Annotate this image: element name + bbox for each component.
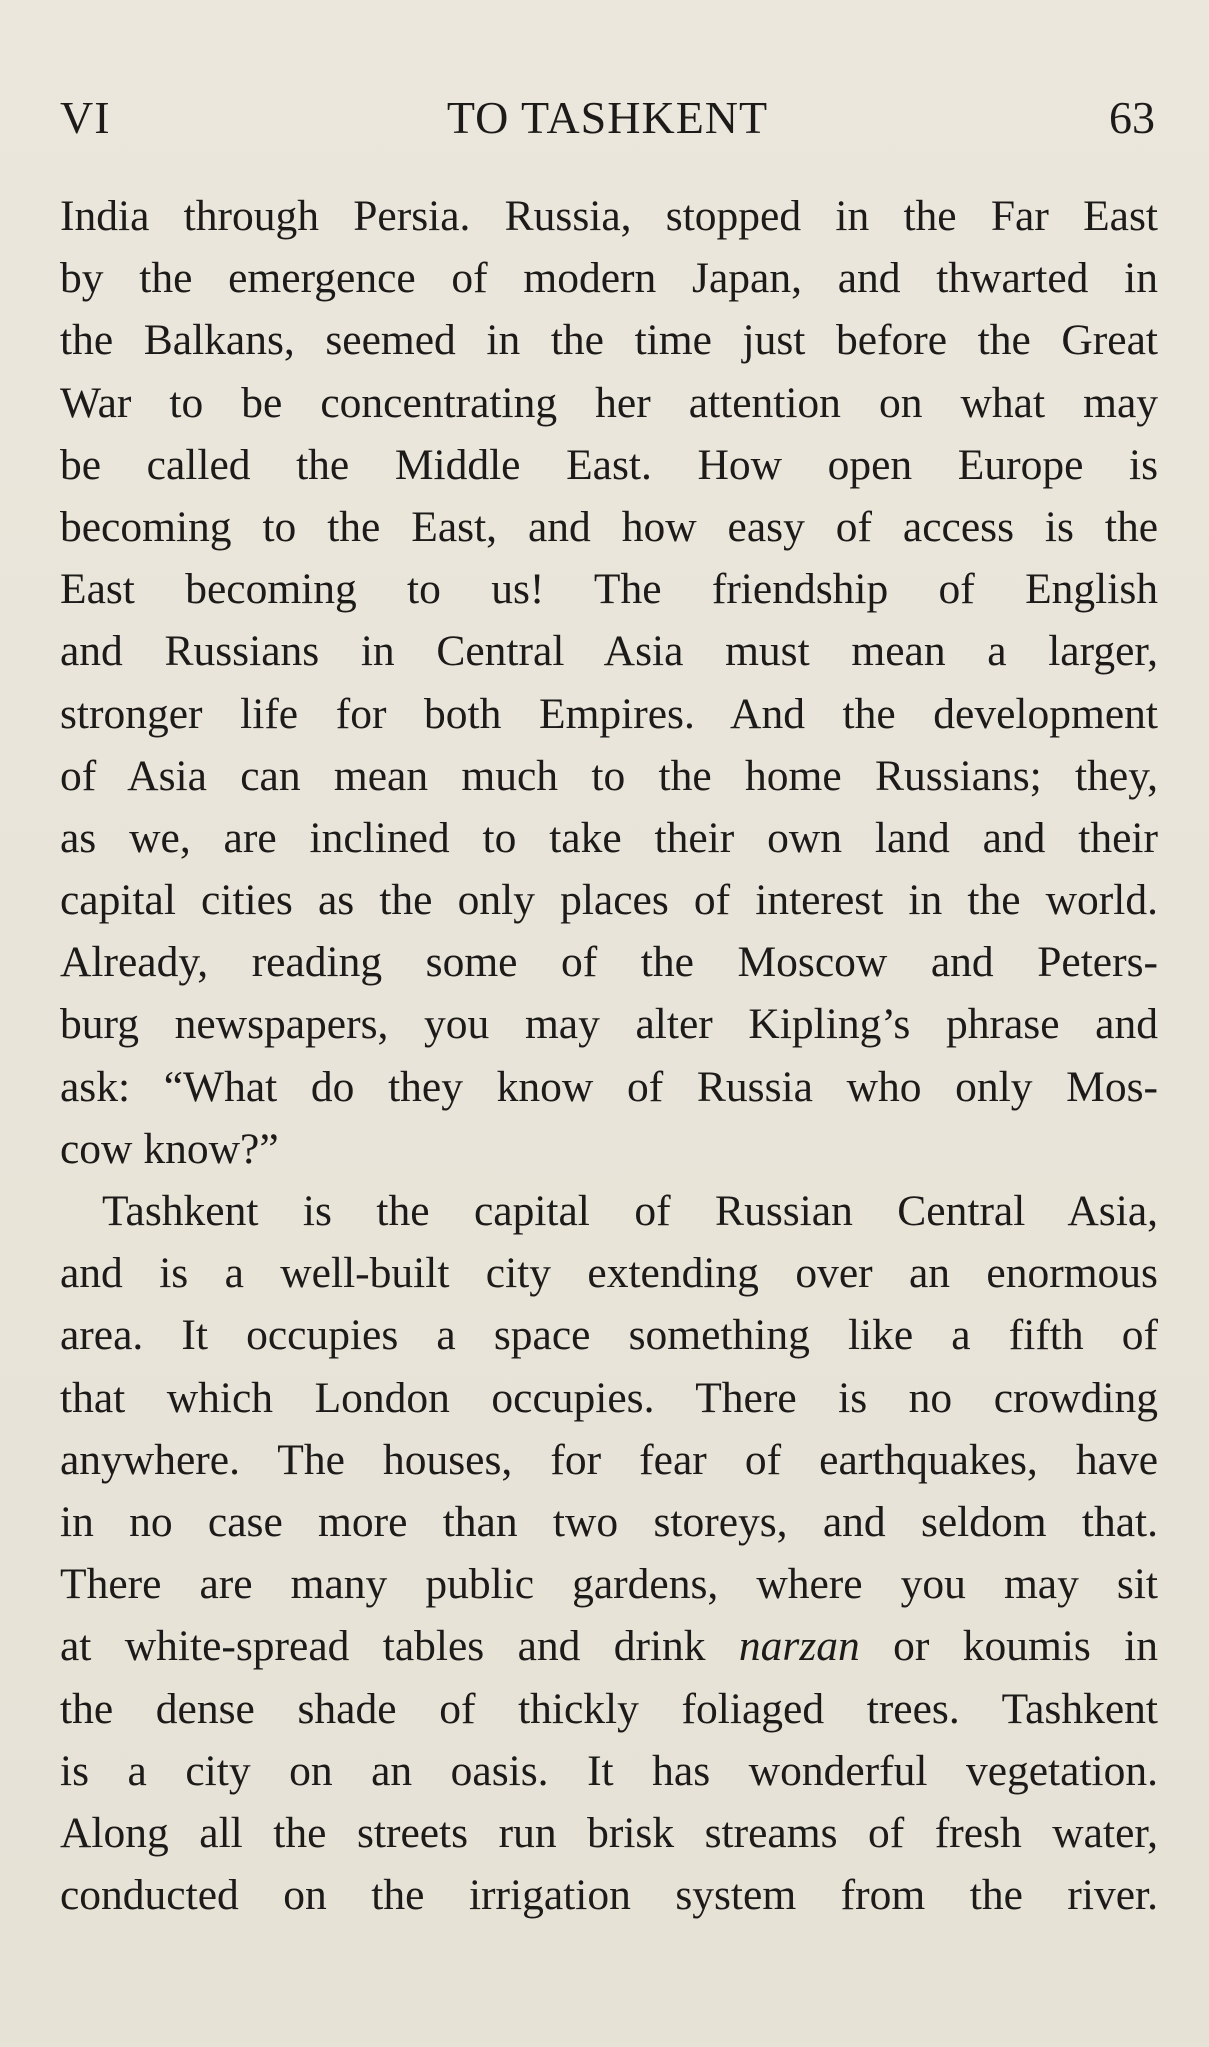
text-line: and Russians in Central Asia must mean a larger, — [60, 627, 1158, 676]
text-line: in no case more than two storeys, and seldom that. — [60, 1497, 1158, 1546]
text-line: becoming to the East, and how easy of access is the — [60, 502, 1158, 551]
text-line: Already, reading some of the Moscow and Peters- — [60, 938, 1158, 987]
text-segment: at white-spread tables and drink — [60, 1622, 739, 1671]
text-line: Along all the streets run brisk streams of fresh water, — [60, 1808, 1158, 1857]
paragraph-2 — [60, 1180, 1158, 1926]
text-line: the Balkans, seemed in the time just before the Great — [60, 316, 1158, 365]
text-segment: or koumis in — [859, 1622, 1158, 1671]
text-line: There are many public gardens, where you may sit — [60, 1560, 1158, 1609]
text-line: area. It occupies a space something like a fifth of — [60, 1311, 1158, 1360]
text-line: conducted on the irrigation system from the river. — [60, 1871, 1158, 1920]
chapter-numeral: VI — [60, 92, 111, 143]
text-line: be called the Middle East. How open Europe is — [60, 440, 1158, 489]
text-line: is a city on an oasis. It has wonderful vegetation. — [60, 1746, 1158, 1795]
text-line: capital cities as the only places of interest in the world. — [60, 876, 1158, 925]
text-line: ask: “What do they know of Russia who only Mos- — [60, 1062, 1158, 1111]
chapter-title: TO TASHKENT — [446, 92, 769, 143]
italic-word: narzan — [738, 1622, 860, 1671]
text-line: and is a well-built city extending over an enormous — [60, 1249, 1158, 1298]
text-line: India through Persia. Russia, stopped in the Far East — [60, 192, 1158, 240]
text-line: anywhere. The houses, for fear of earthquakes, have — [60, 1435, 1158, 1484]
text-line: Tashkent is the capital of Russian Central Asia, — [102, 1187, 1158, 1235]
text-line: War to be concentrating her attention on what may — [60, 378, 1158, 427]
text-line: cow know?” — [60, 1124, 279, 1173]
paragraph-1 — [60, 185, 1158, 1180]
text-line: that which London occupies. There is no crowding — [60, 1373, 1158, 1422]
body-text — [60, 185, 1158, 1926]
text-line: burg newspapers, you may alter Kipling’s phrase and — [60, 1000, 1158, 1049]
text-line: of Asia can mean much to the home Russians; they, — [60, 751, 1158, 800]
text-line: the dense shade of thickly foliaged trees. Tashkent — [60, 1684, 1158, 1733]
text-line-with-italic — [60, 1615, 1158, 1677]
text-line: stronger life for both Empires. And the development — [60, 689, 1158, 738]
running-head — [60, 88, 1155, 148]
page-number: 63 — [1109, 92, 1155, 143]
text-line: as we, are inclined to take their own land and their — [60, 813, 1158, 862]
text-line: by the emergence of modern Japan, and thwarted in — [60, 254, 1158, 303]
text-line: East becoming to us! The friendship of English — [60, 565, 1158, 614]
